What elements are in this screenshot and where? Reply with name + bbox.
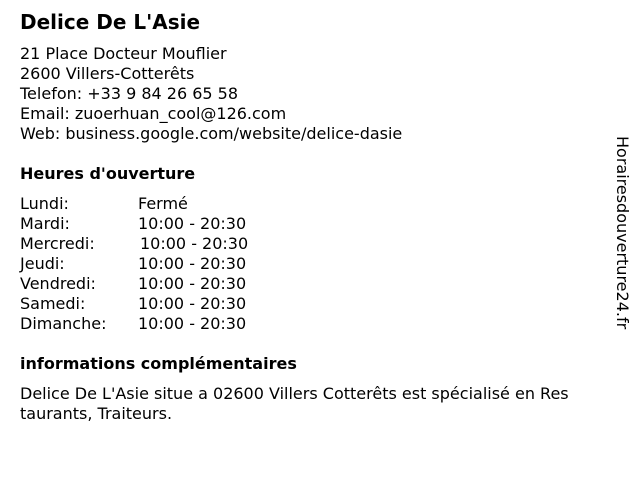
address-street: 21 Place Docteur Mouflier	[20, 44, 227, 63]
hours-value: 10:00 - 20:30	[138, 314, 247, 333]
hours-day: Mardi:	[20, 214, 70, 233]
hours-value: 10:00 - 20:30	[138, 274, 247, 293]
hours-day: Mercredi:	[20, 234, 95, 253]
hours-day: Lundi:	[20, 194, 69, 213]
hours-value: 10:00 - 20:30	[138, 254, 247, 273]
web-line: Web: business.google.com/website/delice-dasie	[20, 124, 403, 143]
phone-line: Telefon: +33 9 84 26 65 58	[20, 84, 239, 103]
hours-value: 10:00 - 20:30	[138, 214, 247, 233]
hours-day: Vendredi:	[20, 274, 96, 293]
business-description: Delice De L'Asie situe a 02600 Villers Cotterêts est spécialisé en Restaurants, Traiteurs.	[20, 384, 569, 423]
hours-day: Jeudi:	[20, 254, 65, 273]
hours-value: 10:00 - 20:30	[140, 234, 249, 253]
hours-heading: Heures d'ouverture	[20, 164, 196, 183]
hours-value: Fermé	[138, 194, 188, 213]
contact-block	[20, 44, 402, 144]
hours-day: Dimanche:	[20, 314, 107, 333]
address-city: 2600 Villers-Cotterêts	[20, 64, 195, 83]
hours-value: 10:00 - 20:30	[138, 294, 247, 313]
site-watermark: Horairesdouverture24.fr	[613, 136, 632, 330]
email-line: Email: zuoerhuan_cool@126.com	[20, 104, 287, 123]
business-name: Delice De L'Asie	[20, 10, 201, 34]
info-heading: informations complémentaires	[20, 354, 297, 373]
hours-day: Samedi:	[20, 294, 86, 313]
